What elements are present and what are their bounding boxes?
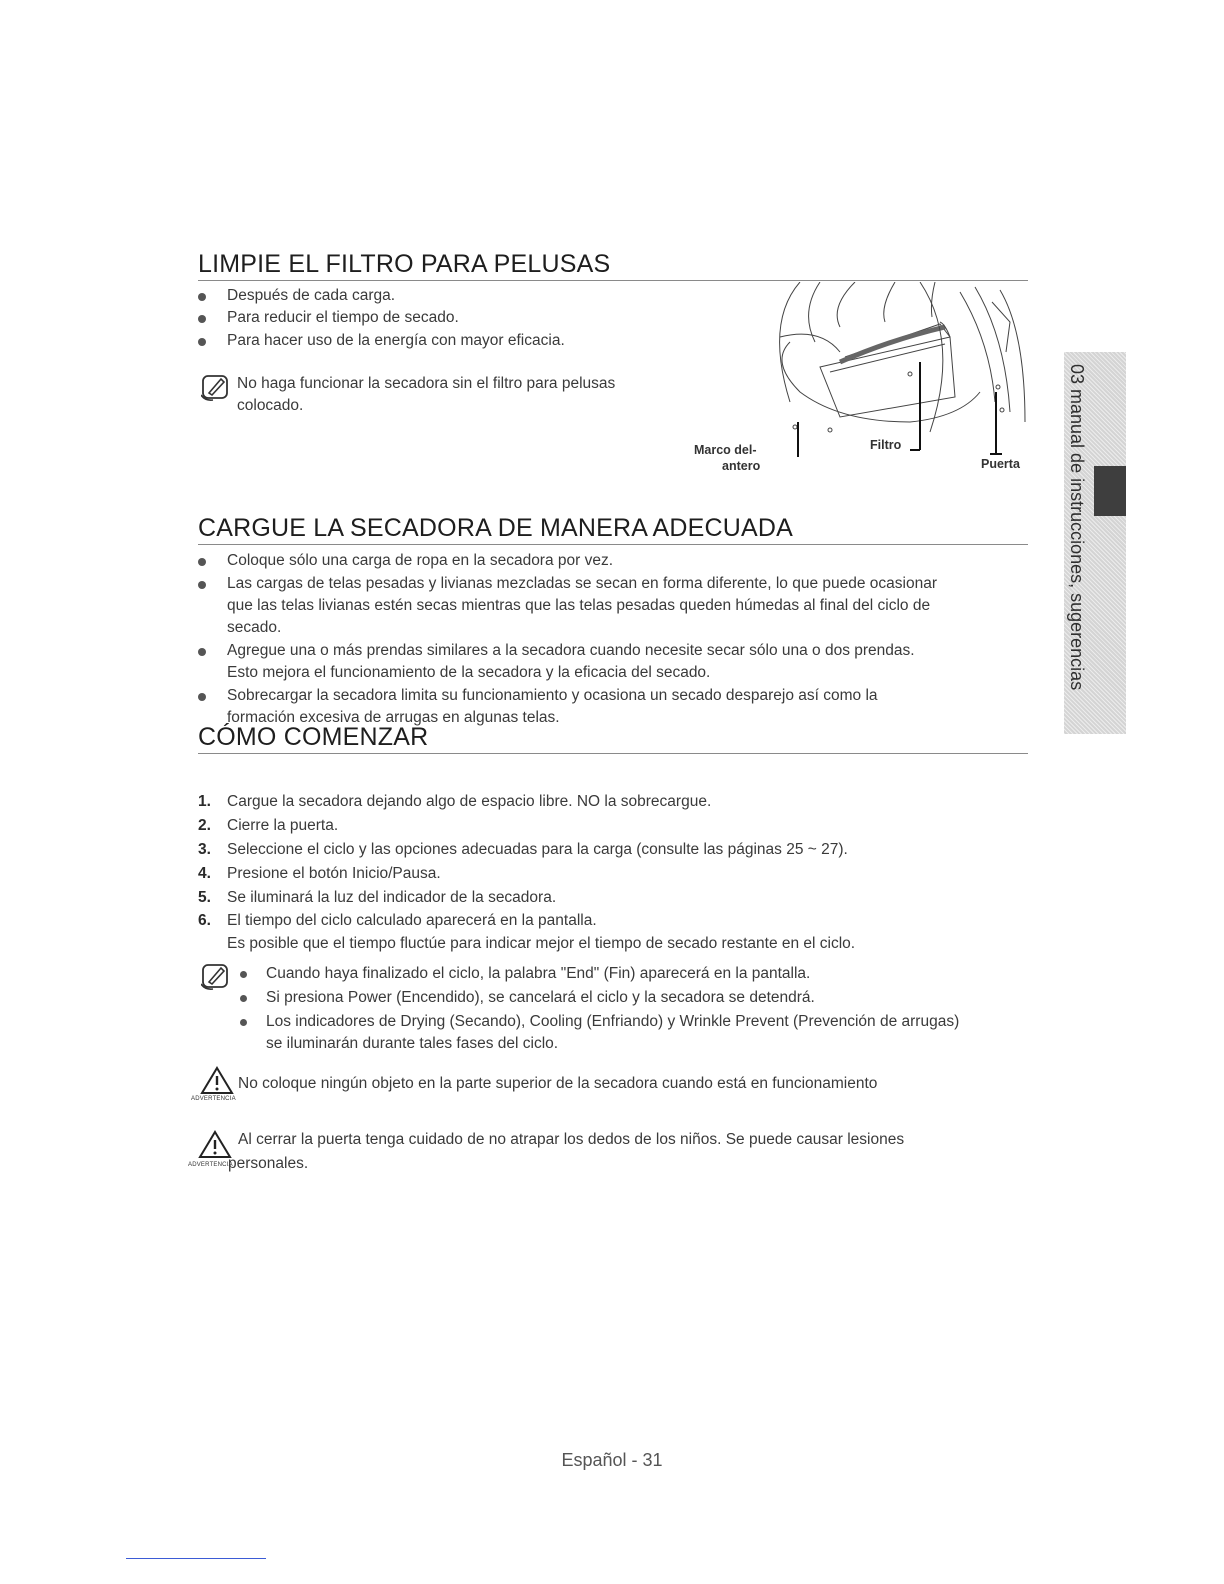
step-number: 3. — [198, 841, 211, 858]
note-text: se iluminarán durante tales fases del ciclo. — [266, 1035, 559, 1052]
bullet-icon — [240, 995, 247, 1002]
figure-label-marco: antero — [722, 459, 761, 473]
bullet-icon — [198, 338, 206, 346]
page-footer: Español - 31 — [561, 1450, 663, 1470]
warning-text: Al cerrar la puerta tenga cuidado de no atrapar los dedos de los niños. Se puede causar lesiones — [238, 1131, 905, 1148]
bullet-text: que las telas livianas estén secas mientras que las telas pesadas queden húmedas al final del ciclo de — [227, 597, 931, 614]
warning-text: personales. — [228, 1155, 309, 1172]
warning-icon — [198, 1130, 232, 1160]
section-title-start: CÓMO COMENZAR — [198, 723, 1028, 754]
footer-divider — [126, 1558, 266, 1559]
note-text: Cuando haya finalizado el ciclo, la palabra "End" (Fin) aparecerá en la pantalla. — [266, 965, 811, 982]
note-text: colocado. — [237, 397, 304, 414]
warning-label: ADVERTENCIA — [188, 1162, 233, 1168]
note-text: No haga funcionar la secadora sin el filtro para pelusas — [237, 375, 616, 392]
bullet-text: Esto mejora el funcionamiento de la secadora y la eficacia del secado. — [227, 664, 711, 681]
step-number: 1. — [198, 793, 211, 810]
bullet-text: secado. — [227, 619, 282, 636]
bullet-icon — [198, 315, 206, 323]
chapter-marker — [1094, 466, 1126, 516]
note-text: Los indicadores de Drying (Secando), Cooling (Enfriando) y Wrinkle Prevent (Prevención de arrugas) — [266, 1013, 960, 1030]
bullet-icon — [198, 558, 206, 566]
step-number: 6. — [198, 912, 211, 929]
bullet-text: Sobrecargar la secadora limita su funcionamiento y ocasiona un secado desparejo así como la — [227, 687, 878, 704]
step-text: Cierre la puerta. — [227, 817, 339, 834]
step-text: Cargue la secadora dejando algo de espacio libre. NO la sobrecargue. — [227, 793, 712, 810]
bullet-icon — [198, 648, 206, 656]
warning-icon — [200, 1066, 234, 1096]
step-number: 4. — [198, 865, 211, 882]
warning-text: No coloque ningún objeto en la parte superior de la secadora cuando está en funcionamiento — [238, 1075, 878, 1092]
bullet-text: Las cargas de telas pesadas y livianas mezcladas se secan en forma diferente, lo que puede ocasionar — [227, 575, 937, 592]
note-icon — [201, 373, 231, 401]
step-text: Se iluminará la luz del indicador de la secadora. — [227, 889, 557, 906]
chapter-tab-label: 03 manual de instrucciones, sugerencias — [1067, 364, 1087, 691]
bullet-icon — [198, 293, 206, 301]
figure-label-filtro: Filtro — [870, 438, 902, 452]
figure-label-puerta: Puerta — [981, 457, 1020, 471]
bullet-icon — [198, 693, 206, 701]
step-number: 5. — [198, 889, 211, 906]
step-number: 2. — [198, 817, 211, 834]
note-icon — [201, 962, 231, 990]
bullet-text: Después de cada carga. — [227, 287, 396, 304]
bullet-text: Agregue una o más prendas similares a la secadora cuando necesite secar sólo una o dos prendas. — [227, 642, 915, 659]
section-title-load: CARGUE LA SECADORA DE MANERA ADECUADA — [198, 514, 1028, 545]
step-text: Presione el botón Inicio/Pausa. — [227, 865, 441, 882]
bullet-icon — [240, 971, 247, 978]
step-text: Es posible que el tiempo fluctúe para indicar mejor el tiempo de secado restante en el ciclo. — [227, 935, 856, 952]
bullet-icon — [240, 1019, 247, 1026]
note-text: Si presiona Power (Encendido), se cancelará el ciclo y la secadora se detendrá. — [266, 989, 815, 1006]
bullet-text: Coloque sólo una carga de ropa en la secadora por vez. — [227, 552, 614, 569]
warning-label: ADVERTENCIA — [191, 1096, 236, 1102]
bullet-text: Para hacer uso de la energía con mayor eficacia. — [227, 332, 565, 349]
bullet-icon — [198, 581, 206, 589]
step-text: El tiempo del ciclo calculado aparecerá en la pantalla. — [227, 912, 597, 929]
bullet-text: formación excesiva de arrugas en algunas telas. — [227, 709, 560, 726]
figure-label-marco: Marco del- — [694, 443, 757, 457]
bullet-text: Para reducir el tiempo de secado. — [227, 309, 459, 326]
step-text: Seleccione el ciclo y las opciones adecuadas para la carga (consulte las páginas 25 ~ 27). — [227, 841, 848, 858]
lint-filter-illustration — [760, 282, 1030, 457]
section-title-filter: LIMPIE EL FILTRO PARA PELUSAS — [198, 250, 1028, 281]
